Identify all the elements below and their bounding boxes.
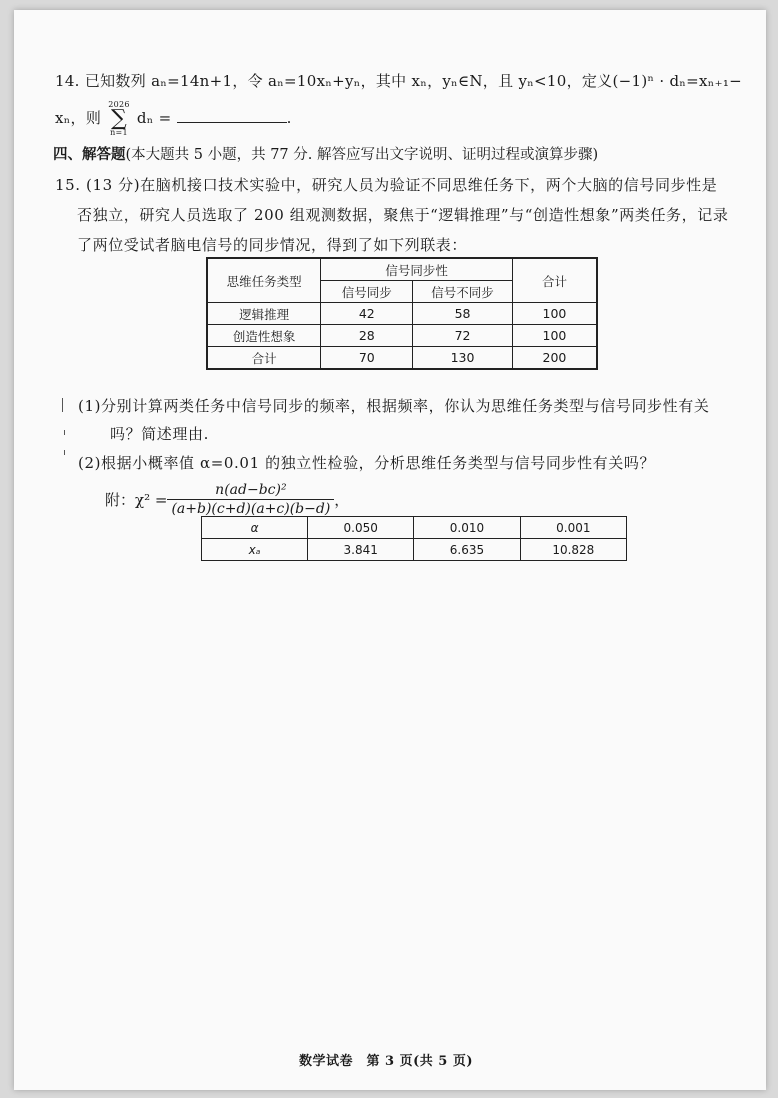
- section-note: (本大题共 5 小题，共 77 分. 解答应写出文字说明、证明过程或演算步骤): [125, 147, 599, 163]
- alpha-value: 0.050: [308, 517, 414, 539]
- answer-blank: [177, 108, 287, 123]
- sum-lower-limit: n=1: [110, 128, 128, 137]
- cell-nosync: 130: [413, 347, 513, 370]
- alpha-value: 0.001: [520, 517, 626, 539]
- q14-line1: 14. 已知数列 aₙ=14n+1，令 aₙ=10xₙ+yₙ，其中 xₙ，yₙ∈N，且 yₙ<10，定义(−1)ⁿ · dₙ=xₙ₊₁−: [55, 72, 742, 90]
- formula-suffix: ，: [334, 491, 350, 509]
- section-heading: [53, 143, 598, 164]
- margin-mark: [64, 430, 65, 435]
- q15-part2: (2)根据小概率值 α=0.01 的独立性检验，分析思维任务类型与信号同步性有关吗？: [78, 454, 656, 472]
- summation: [108, 101, 130, 137]
- cell-total: 200: [512, 347, 597, 370]
- q14-line2-prefix: xₙ，则: [55, 109, 102, 127]
- row-label: 创造性想象: [207, 325, 321, 347]
- table-row: [202, 539, 627, 561]
- sum-upper-limit: 2026: [108, 100, 130, 109]
- sigma-symbol: ∑: [111, 106, 128, 131]
- cell-sync: 28: [321, 325, 413, 347]
- x-label: xₐ: [202, 539, 308, 561]
- section-title: 四、解答题: [53, 146, 126, 163]
- page-footer: 数学试卷 第 3 页(共 5 页): [299, 1054, 473, 1069]
- critical-value: 3.841: [308, 539, 414, 561]
- contingency-table: [206, 257, 598, 370]
- q15-part1-line2: 吗？简述理由.: [110, 425, 209, 443]
- chi-square-formula: [105, 482, 349, 517]
- alpha-value: 0.010: [414, 517, 520, 539]
- margin-mark: [64, 450, 65, 455]
- q15-line3: 了两位受试者脑电信号的同步情况，得到了如下列联表：: [77, 236, 468, 254]
- q15-line2: 否独立，研究人员选取了 200 组观测数据，聚焦于“逻辑推理”与“创造性想象”两类任务，记录: [77, 206, 729, 224]
- row-label: 合计: [207, 347, 321, 370]
- row-label: 逻辑推理: [207, 303, 321, 325]
- q14-line2: [55, 101, 292, 137]
- cell-nosync: 72: [413, 325, 513, 347]
- cell-total: 100: [512, 325, 597, 347]
- alpha-label: α: [202, 517, 308, 539]
- cell-total: 100: [512, 303, 597, 325]
- critical-value: 10.828: [520, 539, 626, 561]
- critical-value: 6.635: [414, 539, 520, 561]
- header-nosync: 信号不同步: [413, 281, 513, 303]
- q14-line2-end: .: [286, 109, 292, 127]
- formula-numerator: n(ad−bc)²: [215, 482, 287, 498]
- header-signal-sync-group: 信号同步性: [321, 258, 513, 281]
- header-task-type: 思维任务类型: [207, 258, 321, 303]
- header-sync: 信号同步: [321, 281, 413, 303]
- formula-fraction: [167, 482, 334, 517]
- q15-line1: 15. (13 分)在脑机接口技术实验中，研究人员为验证不同思维任务下，两个大脑的信号同步性是: [55, 176, 718, 194]
- cell-sync: 42: [321, 303, 413, 325]
- cell-nosync: 58: [413, 303, 513, 325]
- margin-mark: [62, 398, 63, 412]
- q14-line2-after-sum: dₙ =: [136, 109, 172, 127]
- exam-page: [14, 10, 766, 1090]
- table-row: [207, 325, 597, 347]
- header-total: 合计: [512, 258, 597, 303]
- critical-value-table: [201, 516, 627, 561]
- table-row: [207, 347, 597, 370]
- cell-sync: 70: [321, 347, 413, 370]
- formula-denominator: (a+b)(c+d)(a+c)(b−d): [167, 499, 334, 517]
- formula-prefix: 附：χ² =: [105, 491, 168, 509]
- table-row: [207, 303, 597, 325]
- q15-part1-line1: (1)分别计算两类任务中信号同步的频率，根据频率，你认为思维任务类型与信号同步性有关: [78, 397, 710, 415]
- table-row: [202, 517, 627, 539]
